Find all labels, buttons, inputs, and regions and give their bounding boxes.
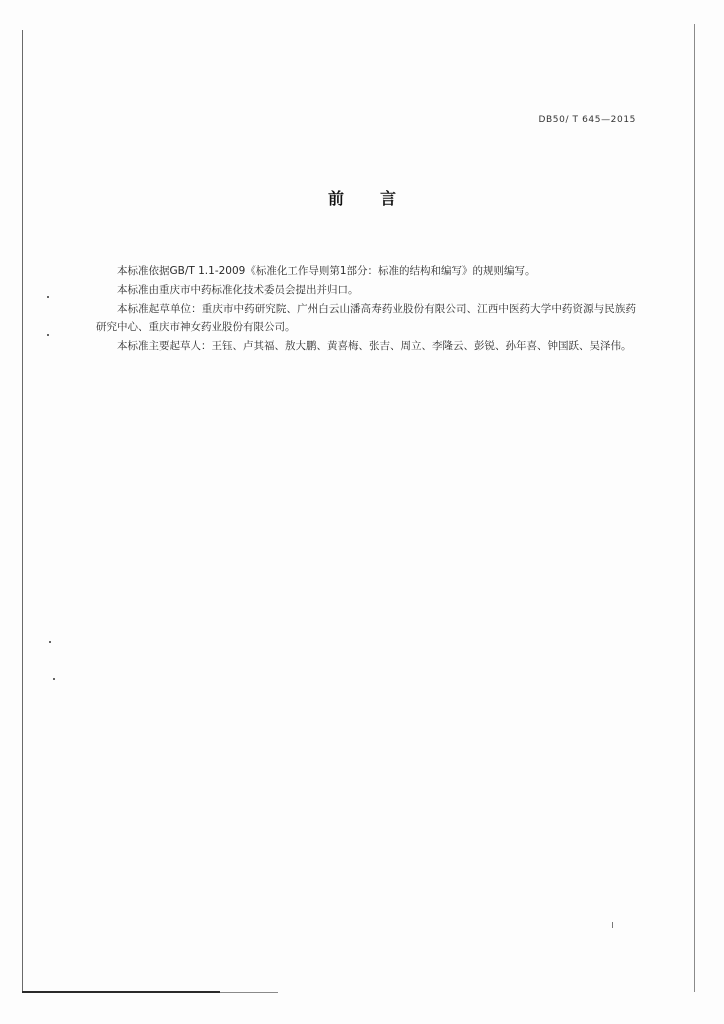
scan-speck	[53, 678, 55, 680]
paragraph-drafting-units: 本标准起草单位：重庆市中药研究院、广州白云山潘高寿药业股份有限公司、江西中医药大学中药资源与民族药研究中心、重庆市神女药业股份有限公司。	[96, 302, 636, 334]
scan-speck	[49, 641, 51, 643]
page-title: 前言	[327, 189, 432, 208]
paragraph-drafting-rules: 本标准依据GB/T 1.1-2009《标准化工作导则第1部分：标准的结构和编写》的规则编写。	[117, 265, 536, 277]
scan-speck	[47, 334, 49, 336]
scan-edge-bottom-faint	[220, 992, 278, 993]
scan-edge-right	[694, 24, 695, 992]
scan-mark	[612, 922, 613, 928]
scan-edge-bottom	[22, 991, 220, 993]
standard-code: DB50/ T 645—2015	[538, 115, 636, 125]
paragraph-proposer: 本标准由重庆市中药标准化技术委员会提出并归口。	[117, 283, 359, 296]
scan-speck	[47, 296, 49, 298]
paragraph-drafters: 本标准主要起草人：王钰、卢其福、敖大鹏、黄喜梅、张吉、周立、李隆云、彭锐、孙年喜、钟国跃、吴泽伟。	[117, 340, 632, 353]
foreword-body	[96, 262, 636, 356]
scan-edge-left	[22, 30, 23, 992]
